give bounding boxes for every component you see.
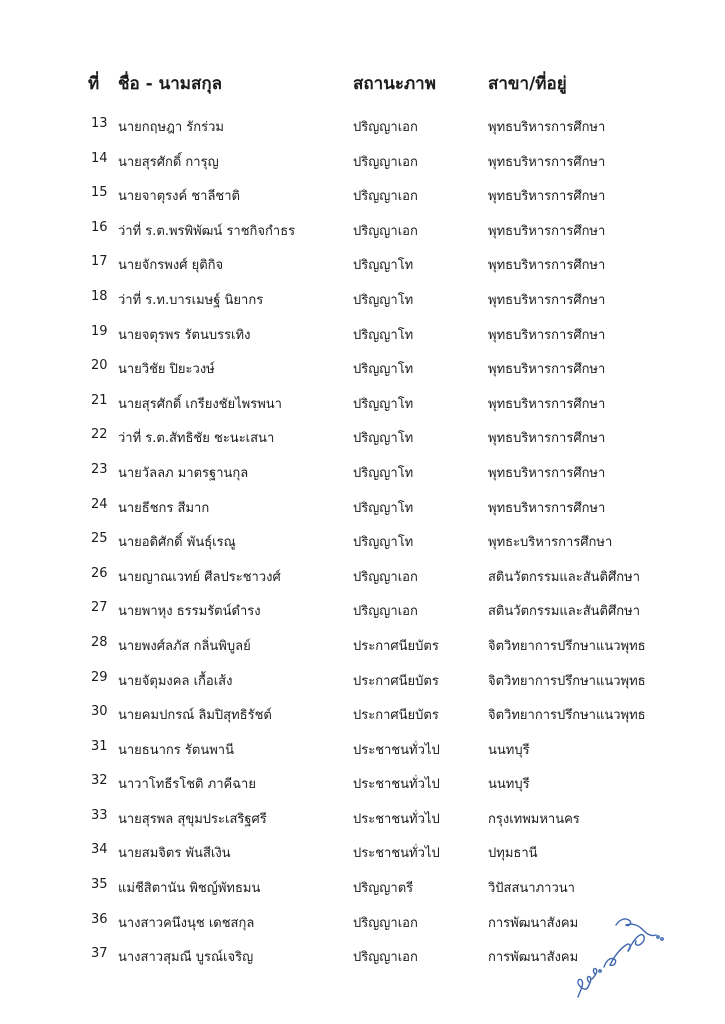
row-status: ปริญญาโท: [353, 500, 414, 516]
table-row: [0, 320, 725, 355]
row-status: ปริญญาโท: [353, 292, 414, 308]
table-row: [0, 493, 725, 528]
row-name: นายสุรศักดิ์ เกรียงชัยไพรพนา: [118, 396, 282, 412]
row-no: 37: [91, 946, 108, 962]
row-no: 23: [91, 461, 108, 477]
row-branch: ปทุมธานี: [488, 846, 538, 862]
row-name: แม่ชีสิตานัน พิชญ์พัทธมน: [118, 881, 261, 897]
row-status: ปริญญาเอก: [353, 223, 418, 239]
row-name: นายจตุรพร รัตนบรรเทิง: [118, 327, 251, 343]
row-status: ปริญญาเอก: [353, 154, 418, 170]
signature-icon: [570, 890, 670, 1005]
row-branch: สตินวัตกรรมและสันติศึกษา: [488, 604, 640, 620]
row-status: ปริญญาเอก: [353, 604, 418, 620]
row-no: 14: [91, 150, 108, 166]
table-row: [0, 250, 725, 285]
row-name: นางสาวสุมณี บูรณ์เจริญ: [118, 950, 254, 966]
row-no: 20: [91, 358, 108, 374]
row-no: 36: [91, 911, 108, 927]
row-no: 27: [91, 600, 108, 616]
table-row: [0, 354, 725, 389]
row-branch: นนทบุรี: [488, 777, 530, 793]
table-row: [0, 181, 725, 216]
row-status: ปริญญาโท: [353, 431, 414, 447]
row-branch: จิตวิทยาการปรึกษาแนวพุทธ: [488, 708, 646, 724]
table-row: [0, 735, 725, 770]
table-row: [0, 873, 725, 908]
row-name: นายพาหุง ธรรมรัตน์ดำรง: [118, 604, 261, 620]
row-branch: สตินวัตกรรมและสันติศึกษา: [488, 569, 640, 585]
row-name: ว่าที่ ร.ต.สัทธิชัย ชะนะเสนา: [118, 431, 275, 447]
row-no: 22: [91, 427, 108, 443]
row-status: ปริญญาเอก: [353, 120, 418, 135]
row-branch: พุทธบริหารการศึกษา: [488, 292, 606, 308]
row-status: ประชาชนทั่วไป: [353, 846, 440, 862]
row-name: นายจาตุรงค์ ชาลีชาติ: [118, 189, 240, 205]
row-branch: พุทธบริหารการศึกษา: [488, 465, 606, 481]
table-body: [0, 112, 725, 977]
row-name: นายสมจิตร พันสีเงิน: [118, 846, 231, 862]
row-branch: นนทบุรี: [488, 742, 530, 758]
header-no: ที่: [88, 74, 100, 94]
row-branch: พุทธบริหารการศึกษา: [488, 327, 606, 343]
row-no: 13: [91, 116, 108, 131]
row-branch: วิปัสสนาภาวนา: [488, 881, 575, 897]
row-name: ว่าที่ ร.ท.บารเมษฐ์ นิยากร: [118, 292, 264, 308]
row-name: นายจัตุมงคล เกื้อเส้ง: [118, 673, 233, 689]
row-no: 17: [91, 254, 108, 270]
row-status: ประกาศนียบัตร: [353, 638, 439, 654]
row-status: ประชาชนทั่วไป: [353, 742, 440, 758]
row-no: 25: [91, 531, 108, 547]
table-row: [0, 527, 725, 562]
row-branch: จิตวิทยาการปรึกษาแนวพุทธ: [488, 673, 646, 689]
row-no: 19: [91, 323, 108, 339]
table-header: [0, 70, 725, 100]
row-status: ปริญญาโท: [353, 327, 414, 343]
row-name: นาวาโทธีรโชติ ภาคีฉาย: [118, 777, 256, 793]
row-no: 34: [91, 842, 108, 858]
table-row: [0, 458, 725, 493]
row-no: 29: [91, 669, 108, 685]
table-row: [0, 389, 725, 424]
row-name: นายคมปกรณ์ ลิมปิสุทธิรัชต์: [118, 708, 272, 724]
row-branch: พุทธะบริหารการศึกษา: [488, 535, 613, 551]
row-name: นายญาณเวทย์ ศีลประชาวงศ์: [118, 569, 281, 585]
row-status: ประชาชนทั่วไป: [353, 777, 440, 793]
table-row: [0, 147, 725, 182]
row-branch: พุทธบริหารการศึกษา: [488, 154, 606, 170]
row-no: 31: [91, 738, 108, 754]
row-branch: พุทธบริหารการศึกษา: [488, 431, 606, 447]
row-branch: จิตวิทยาการปรึกษาแนวพุทธ: [488, 638, 646, 654]
header-name: ชื่อ - นามสกุล: [118, 74, 223, 94]
row-status: ปริญญาเอก: [353, 189, 418, 205]
table-row: [0, 562, 725, 597]
header-status: สถานะภาพ: [353, 74, 436, 94]
row-no: 33: [91, 807, 108, 823]
row-status: ประชาชนทั่วไป: [353, 811, 440, 827]
table-row: [0, 666, 725, 701]
table-row: [0, 838, 725, 873]
row-no: 21: [91, 392, 108, 408]
table-row: [0, 285, 725, 320]
row-status: ประกาศนียบัตร: [353, 708, 439, 724]
row-name: นางสาวคนึงนุช เดชสกุล: [118, 915, 255, 931]
table-row: [0, 631, 725, 666]
row-status: ประกาศนียบัตร: [353, 673, 439, 689]
table-row: [0, 700, 725, 735]
row-no: 18: [91, 288, 108, 304]
row-status: ปริญญาเอก: [353, 569, 418, 585]
row-name: นายวิชัย ปิยะวงษ์: [118, 362, 215, 378]
row-name: นายจักรพงศ์ ยุติกิจ: [118, 258, 224, 274]
row-no: 32: [91, 773, 108, 789]
row-status: ปริญญาเอก: [353, 915, 418, 931]
row-no: 28: [91, 634, 108, 650]
row-no: 26: [91, 565, 108, 581]
row-branch: พุทธบริหารการศึกษา: [488, 120, 606, 135]
row-branch: พุทธบริหารการศึกษา: [488, 223, 606, 239]
row-status: ปริญญาตรี: [353, 881, 414, 897]
row-name: นายสุรศักดิ์ การุญ: [118, 154, 219, 170]
row-name: นายสุรพล สุขุมประเสริฐศรี: [118, 811, 267, 827]
row-status: ปริญญาโท: [353, 258, 414, 274]
row-name: นายกฤษฎา รักร่วม: [118, 120, 224, 135]
row-branch: กรุงเทพมหานคร: [488, 811, 580, 827]
row-name: นายธีชกร สีมาก: [118, 500, 210, 516]
row-name: นายอดิศักดิ์ พันธุ์เรณู: [118, 535, 236, 551]
row-status: ปริญญาโท: [353, 535, 414, 551]
row-name: นายวัลลภ มาตรฐานกุล: [118, 465, 249, 481]
row-no: 30: [91, 704, 108, 720]
row-no: 16: [91, 219, 108, 235]
row-no: 24: [91, 496, 108, 512]
row-branch: พุทธบริหารการศึกษา: [488, 258, 606, 274]
row-name: ว่าที่ ร.ต.พรพิพัฒน์ ราชกิจกำธร: [118, 223, 296, 239]
table-row: [0, 596, 725, 631]
row-branch: การพัฒนาสังคม: [488, 915, 579, 931]
table-row: [0, 216, 725, 251]
table-row: [0, 112, 725, 147]
row-name: นายธนากร รัตนพานี: [118, 742, 234, 758]
table-row: [0, 769, 725, 804]
table-row: [0, 423, 725, 458]
row-no: 35: [91, 877, 108, 893]
row-branch: การพัฒนาสังคม: [488, 950, 579, 966]
row-status: ปริญญาโท: [353, 362, 414, 378]
row-name: นายพงศ์ลภัส กลิ่นพิบูลย์: [118, 638, 251, 654]
header-branch: สาขา/ที่อยู่: [488, 74, 567, 94]
row-branch: พุทธบริหารการศึกษา: [488, 362, 606, 378]
row-status: ปริญญาเอก: [353, 950, 418, 966]
signature-text: ดล. ภูพิศณ์: [570, 890, 647, 909]
table-row: [0, 804, 725, 839]
row-status: ปริญญาโท: [353, 396, 414, 412]
row-status: ปริญญาโท: [353, 465, 414, 481]
row-branch: พุทธบริหารการศึกษา: [488, 396, 606, 412]
row-branch: พุทธบริหารการศึกษา: [488, 189, 606, 205]
row-no: 15: [91, 185, 108, 201]
row-branch: พุทธบริหารการศึกษา: [488, 500, 606, 516]
